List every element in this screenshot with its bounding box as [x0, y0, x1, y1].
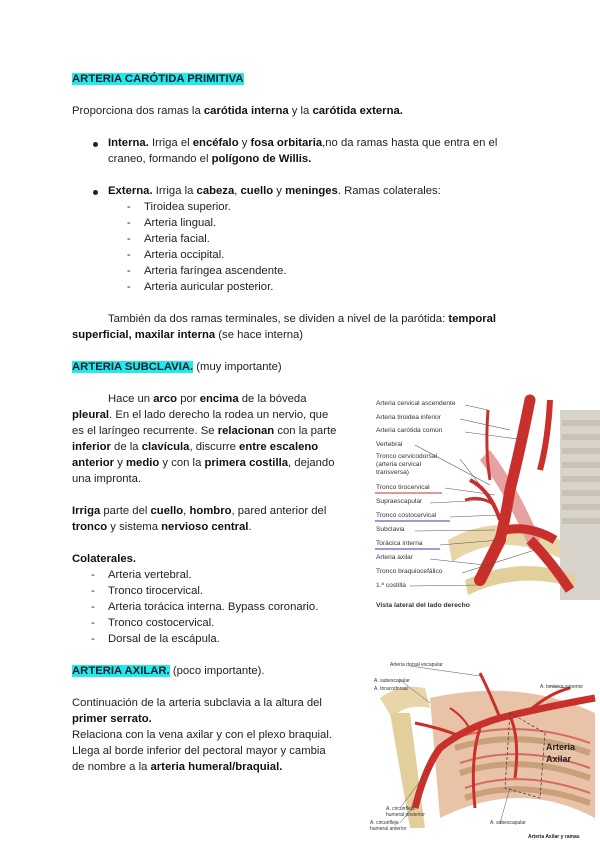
section-title-carotida: ARTERIA CARÓTIDA PRIMITIVA	[72, 73, 244, 85]
section-title-axilar: ARTERIA AXILAR. (poco importante).	[72, 665, 265, 677]
figure-label: Tronco costocervical	[376, 512, 437, 519]
terminal-paragraph: También da dos ramas terminales, se dividen a nivel de la parótida: temporal	[108, 313, 497, 325]
bullet-dot	[93, 142, 98, 147]
colaterales-heading: Colaterales.	[72, 553, 137, 565]
bullet-interna: Interna. Irriga el encéfalo y fosa orbitaria,no da ramas hasta que entra en el	[108, 137, 498, 149]
figure-label: A. circunfleja	[370, 820, 399, 826]
figure-label: A. circunfleja	[386, 806, 415, 812]
figure-label: transversa)	[376, 469, 409, 476]
text-line: de nombre a la arteria humeral/braquial.	[72, 761, 283, 773]
figure-label: Arteria tiroidea inferior	[376, 414, 441, 421]
figure-label: Subclavia	[376, 526, 405, 533]
bullet-dot	[93, 190, 98, 195]
bullet-interna-cont: craneo, formando el polígono de Willis.	[108, 153, 312, 165]
subclavia-figure	[370, 390, 600, 616]
figure-label: Tronco tirocervical	[376, 484, 430, 491]
text-line: inferior de la clavícula, discurre entre escaleno	[72, 441, 319, 453]
bullet-externa: Externa. Irriga la cabeza, cuello y meninges. Ramas colaterales:	[108, 185, 441, 197]
text-line: primer serrato.	[72, 713, 152, 725]
figure-label: Torácica interna	[376, 540, 423, 547]
terminal-paragraph-cont: superficial, maxilar interna (se hace interna)	[72, 329, 304, 341]
figure-label: A. torácica superior	[540, 684, 584, 690]
intro-paragraph: Proporciona dos ramas la carótida interna y la carótida externa.	[72, 105, 403, 117]
figure-big-label: Arteria	[546, 742, 576, 752]
text-line: Hace un arco por encima de la bóveda	[108, 393, 307, 405]
figure-label: A. subescapular	[374, 678, 410, 684]
figure-big-label: Axilar	[546, 754, 572, 764]
axilar-figure	[370, 658, 600, 844]
figure-label: (arteria cervical	[376, 461, 422, 468]
section-title-subclavia: ARTERIA SUBCLAVIA. (muy importante)	[72, 361, 282, 373]
figure-label: Arteria cervical ascendente	[376, 400, 456, 407]
figure-label: A. toracodorsal	[374, 686, 408, 692]
figure-label: humeral posterior	[386, 812, 425, 818]
text-line: pleural. En el lado derecho la rodea un nervio, que	[72, 409, 329, 421]
figure-label: Tronco cervicodorsal	[376, 453, 437, 460]
figure-label: Vertebral	[376, 441, 403, 448]
figure-label: Arteria dorsal escapular	[390, 662, 443, 668]
text-line: una impronta.	[72, 473, 142, 485]
figure-label: Arteria carótida común	[376, 427, 443, 434]
text-line: es el laríngeo recurrente. Se relacionan con la parte	[72, 425, 337, 437]
figure-label: A. subescapular	[490, 820, 526, 826]
text-line: Continuación de la arteria subclavia a la altura del	[72, 697, 322, 709]
figure-caption: Arteria Axilar y ramas	[528, 834, 580, 840]
text-line: tronco y sistema nervioso central.	[72, 521, 252, 533]
text-line: Llega al borde inferior del pectoral mayor y cambia	[72, 745, 326, 757]
figure-label: Supraescapular	[376, 498, 423, 505]
figure-caption: Vista lateral del lado derecho	[376, 602, 470, 609]
text-line: Irriga parte del cuello, hombro, pared anterior del	[72, 505, 327, 517]
text-line: Relaciona con la vena axilar y con el plexo braquial.	[72, 729, 332, 741]
figure-label: humeral anterior	[370, 826, 407, 832]
figure-label: 1.ª costilla	[376, 582, 406, 589]
figure-label: Tronco braquiocefálico	[376, 568, 443, 575]
text-line: anterior y medio y con la primera costilla, dejando	[72, 457, 335, 469]
figure-label: Arteria axilar	[376, 554, 414, 561]
